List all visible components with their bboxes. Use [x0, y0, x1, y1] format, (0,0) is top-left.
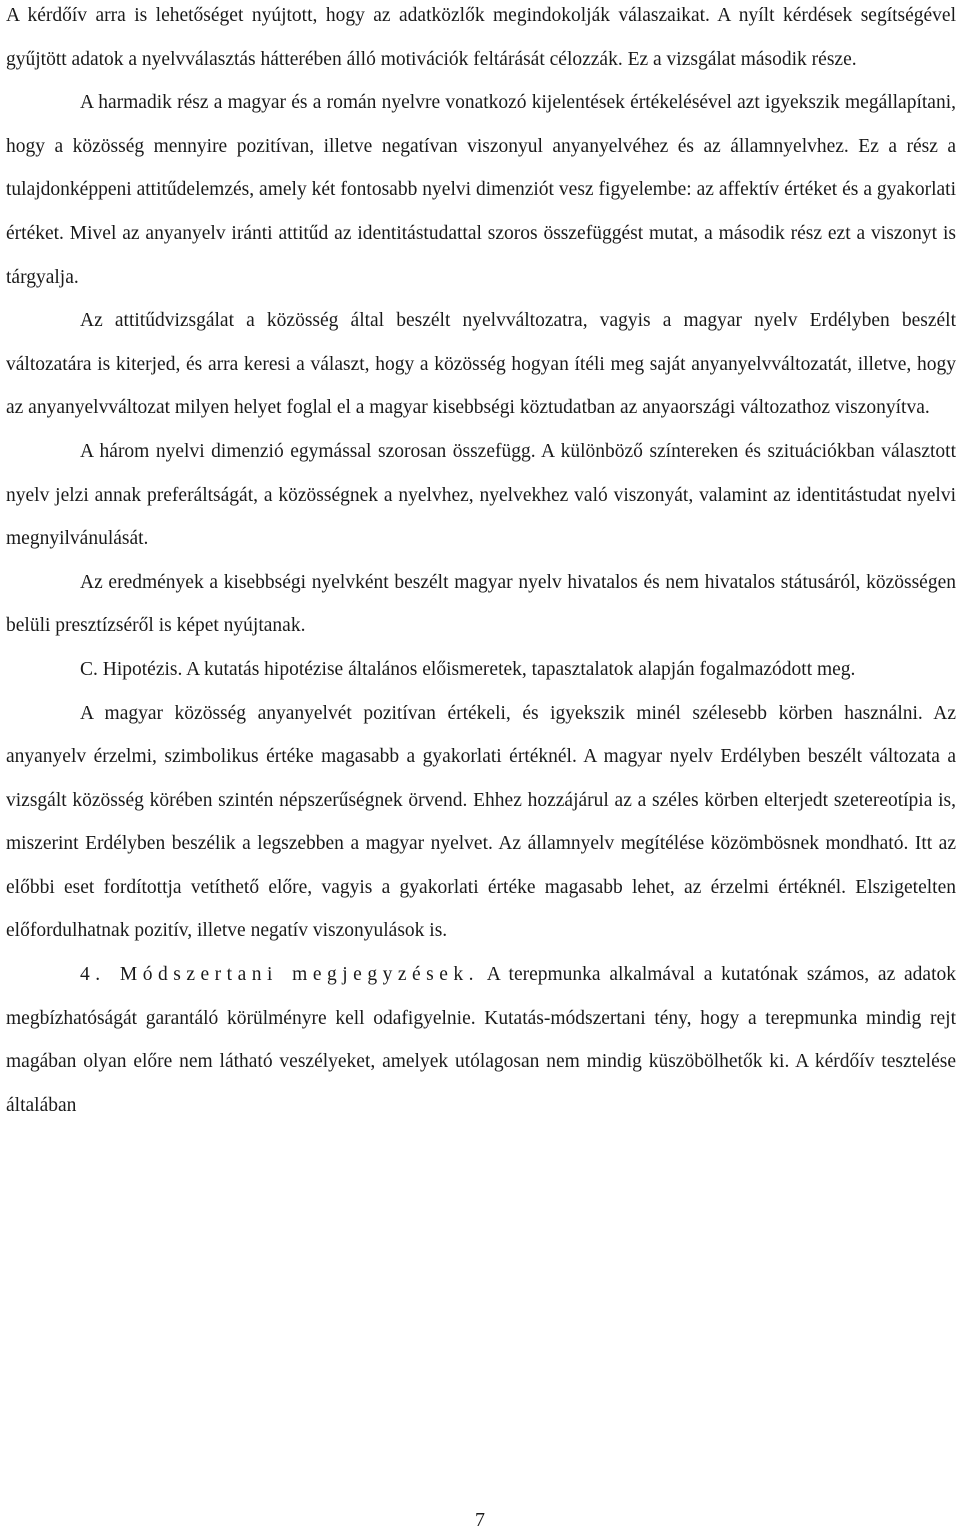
paragraph-three-dimensions: A három nyelvi dimenzió egymással szorosan összefügg. A különböző színtereken és szituációkban választott nyelv jelzi annak preferáltságát, a közösségnek a nyelvhez, nyelvekhez való viszonyát, valamint az identitástudat nyelvi megnyilvánulását.: [6, 440, 956, 550]
paragraph-methodology: [6, 953, 956, 1127]
paragraph-third-part: A harmadik rész a magyar és a román nyelvre vonatkozó kijelentések értékelésével azt igyekszik megállapítani, hogy a közösség mennyire pozitívan, illetve negatívan viszonyul anyanyelvéhez és az államnyelvhez. Ez a rész a tulajdonképpeni attitűdelemzés, amely két fontosabb nyelvi dimenziót vesz figyelembe: az affektív értéket és a gyakorlati értéket. Mivel az anyanyelv iránti attitűd az identitástudattal szoros összefüggést mutat, a második rész ezt a viszonyt is tárgyalja.: [6, 92, 956, 288]
paragraph-attitude-study: Az attitűdvizsgálat a közösség által beszélt nyelvváltozatra, vagyis a magyar nyelv Erdélyben beszélt változatára is kiterjed, és arra keresi a választ, hogy a közösség hogyan ítéli meg saját anyanyelvváltozatát, illetve, hogy az anyanyelvváltozat milyen helyet foglal el a magyar kisebbségi köztudatban az anyaországi változathoz viszonyítva.: [6, 310, 956, 419]
paragraph-results: Az eredmények a kisebbségi nyelvként beszélt magyar nyelv hivatalos és nem hivatalos státusáról, közösségen belüli presztízséről is képet nyújtanak.: [6, 571, 956, 637]
paragraph-methodology-text: A terepmunka alkalmával a kutatónak számos, az adatok megbízhatóságát garantáló körülményre kell odafigyelnie. Kutatás-módszertani tény, hogy a terepmunka mindig rejt magában olyan előre nem látható veszélyeket, amelyek utólagosan nem mindig küszöbölhetők ki. A kérdőív tesztelése általában: [6, 964, 956, 1116]
paragraph-motivations: A kérdőív arra is lehetőséget nyújtott, hogy az adatközlők megindokolják válaszaikat. A nyílt kérdések segítségével gyűjtött adatok a nyelvválasztás hátterében álló motivációk feltárását célozzák. Ez a vizsgálat második része.: [6, 5, 956, 70]
paragraph-hypothesis-detail: A magyar közösség anyanyelvét pozitívan értékeli, és igyekszik minél szélesebb körben használni. Az anyanyelv érzelmi, szimbolikus értéke magasabb a gyakorlati értéknél. A magyar nyelv Erdélyben beszélt változata a vizsgált közösség körében szintén népszerűségnek örvend. Ehhez hozzájárul az a széles körben elterjedt szetereotípia is, miszerint Erdélyben beszélik a legszebben a magyar nyelvet. Az államnyelv megítélése közömbösnek mondható. Itt az előbbi eset fordítottja vetíthető előre, vagyis a gyakorlati értéke magasabb lehet, az érzelmi értéknél. Elszigetelten előfordulhatnak pozitív, illetve negatív viszonyulások is.: [6, 702, 956, 942]
section-heading-methodology: 4. Módszertani megjegyzések.: [80, 964, 480, 986]
page-number: 7: [475, 1509, 485, 1531]
paragraph-hypothesis: C. Hipotézis. A kutatás hipotézise általános előismeretek, tapasztalatok alapján fogalmazódott meg.: [80, 658, 856, 680]
body-text: [6, 0, 956, 1127]
